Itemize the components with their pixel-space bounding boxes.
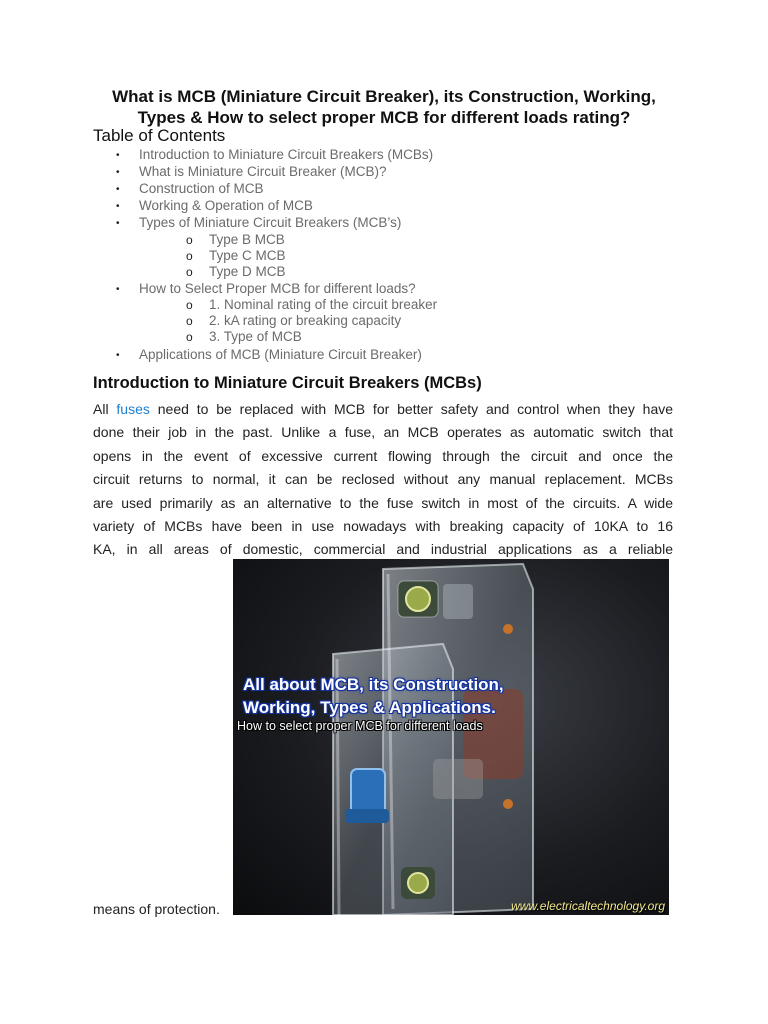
toc-link-type-b[interactable]: Type B MCB — [209, 232, 285, 247]
paragraph-text: need to be replaced with MCB for better safety and control when they have — [157, 401, 674, 417]
section-heading: Introduction to Miniature Circuit Breakers (MCBs) — [93, 374, 482, 392]
bullet-icon: • — [116, 284, 120, 295]
bullet-icon: • — [116, 150, 120, 161]
sub-bullet-icon: o — [186, 233, 193, 247]
overlay-line-2: Working, Types & Applications. — [243, 698, 496, 717]
overlay-line-1: All about MCB, its Construction, — [243, 675, 504, 694]
paragraph-line — [93, 398, 673, 421]
toc-link-select[interactable]: How to Select Proper MCB for different loads? — [139, 281, 416, 296]
sub-bullet-icon: o — [186, 314, 193, 328]
paragraph-line: KA, in all areas of domestic, commercial and industrial applications as a reliable — [93, 541, 673, 558]
bullet-icon: • — [116, 350, 120, 361]
paragraph-line: done their job in the past. Unlike a fuse, an MCB operates as automatic switch that — [93, 424, 673, 441]
paragraph-line: are used primarily as an alternative to the fuse switch in most of the circuits. A wide — [93, 494, 673, 511]
sub-bullet-icon: o — [186, 249, 193, 263]
body-paragraph — [93, 398, 673, 562]
bullet-icon: • — [116, 201, 120, 212]
fuses-link[interactable]: fuses — [116, 401, 150, 417]
title-line-1: What is MCB (Miniature Circuit Breaker), its Construction, Working, — [112, 87, 656, 106]
document-title — [80, 86, 688, 128]
bullet-icon: • — [116, 184, 120, 195]
paragraph-line: circuit returns to normal, it can be reclosed without any manual replacement. MCBs — [93, 471, 673, 488]
paragraph-line: variety of MCBs have been in use nowadays with breaking capacity of 10KA to 16 — [93, 517, 673, 534]
toc-link-type-c[interactable]: Type C MCB — [209, 248, 286, 263]
mcb-photo — [233, 559, 669, 915]
toc-link-type-d[interactable]: Type D MCB — [209, 264, 286, 279]
toc-heading: Table of Contents — [93, 126, 226, 145]
toc-link-nominal-rating[interactable]: 1. Nominal rating of the circuit breaker — [209, 297, 438, 312]
toc-link-type-of-mcb[interactable]: 3. Type of MCB — [209, 329, 302, 344]
toc-link-types[interactable]: Types of Miniature Circuit Breakers (MCB’s) — [139, 215, 402, 230]
overlay-line-3: How to select proper MCB for different loads — [237, 719, 483, 733]
paragraph-line: opens in the event of excessive current flowing through the circuit and once the — [93, 447, 673, 464]
sub-bullet-icon: o — [186, 298, 193, 312]
watermark: www.electricaltechnology.org — [511, 899, 665, 913]
mcb-illustration — [233, 559, 669, 915]
sub-bullet-icon: o — [186, 265, 193, 279]
toc-link-applications[interactable]: Applications of MCB (Miniature Circuit Breaker) — [139, 347, 422, 362]
toc-link-ka-rating[interactable]: 2. kA rating or breaking capacity — [209, 313, 402, 328]
paragraph-text: All — [93, 401, 109, 417]
last-line: means of protection. — [93, 901, 220, 917]
title-line-2: Types & How to select proper MCB for different loads rating? — [137, 108, 631, 127]
toc-link-introduction[interactable]: Introduction to Miniature Circuit Breakers (MCBs) — [139, 147, 434, 162]
sub-bullet-icon: o — [186, 330, 193, 344]
toc-link-working[interactable]: Working & Operation of MCB — [139, 198, 313, 213]
bullet-icon: • — [116, 218, 120, 229]
toc-link-construction[interactable]: Construction of MCB — [139, 181, 264, 196]
toc-link-what-is-mcb[interactable]: What is Miniature Circuit Breaker (MCB)? — [139, 164, 387, 179]
bullet-icon: • — [116, 167, 120, 178]
